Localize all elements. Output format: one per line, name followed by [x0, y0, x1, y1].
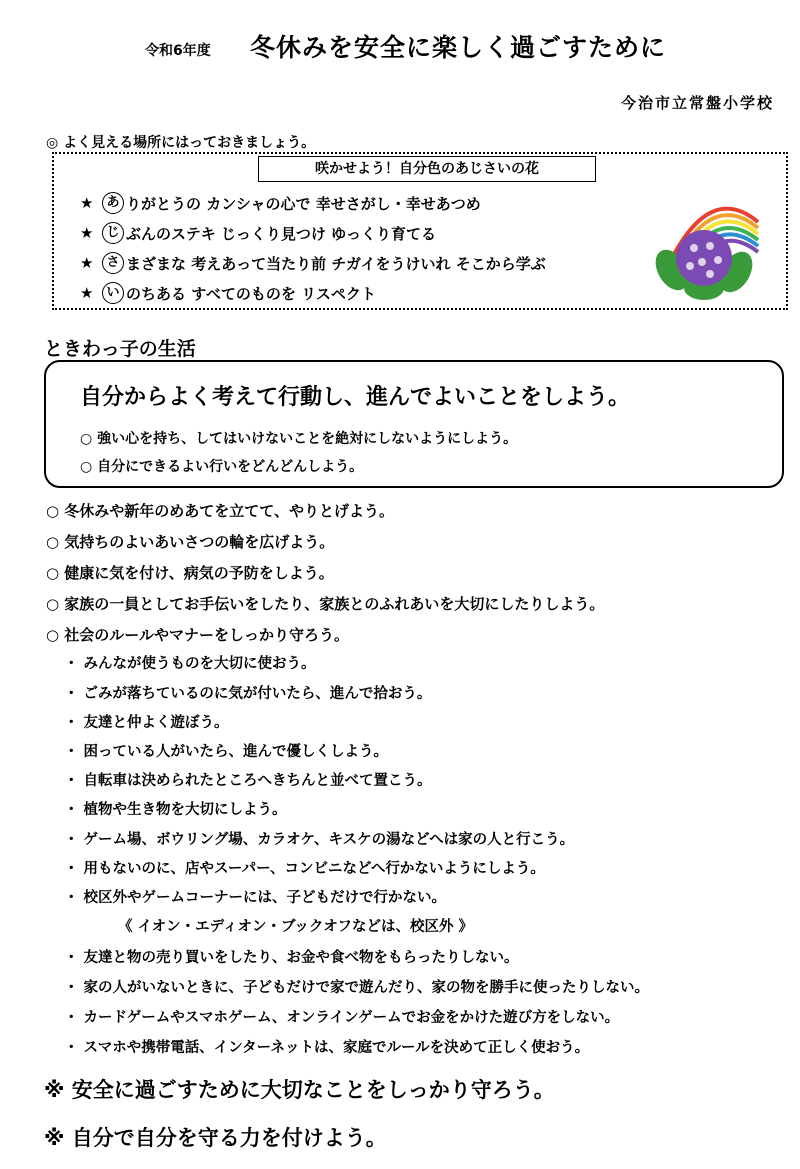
social-rule: ・ 家の人がいないときに、子どもだけで家で遊んだり、家の物を勝手に使ったりしない。 — [64, 980, 650, 996]
safety-note: ※ 安全に過ごすために大切なことをしっかり守ろう。 — [44, 1078, 555, 1102]
social-rule: ・ 自転車は決められたところへきちんと並べて置こう。 — [64, 773, 432, 789]
ajisai-item-text: りがとうの カンシャの心で 幸せさがし・幸せあつめ — [126, 194, 481, 213]
life-rule: ○ 家族の一員としてお手伝いをしたり、家族とのふれあいを大切にしたりしよう。 — [46, 595, 605, 613]
main-goal-item: ○ 自分にできるよい行いをどんどんしよう。 — [80, 459, 364, 475]
life-rule: ○ 健康に気を付け、病気の予防をしよう。 — [46, 564, 334, 582]
circled-letter: さ — [102, 252, 124, 274]
social-rule: ・ カードゲームやスマホゲーム、オンラインゲームでお金をかけた遊び方をしない。 — [64, 1010, 620, 1026]
posting-notice: ◎ よく見える場所にはっておきましょう。 — [46, 135, 316, 151]
ajisai-item-text: ぶんのステキ じっくり見つけ ゆっくり育てる — [126, 224, 436, 243]
school-name: 今治市立常盤小学校 — [620, 94, 774, 112]
circled-letter: じ — [102, 222, 124, 244]
social-rule: ・ 友達と仲よく遊ぼう。 — [64, 715, 229, 731]
ajisai-item — [80, 222, 436, 244]
circled-letter: い — [102, 282, 124, 304]
hydrangea-icon — [676, 230, 732, 286]
main-goal-item: ○ 強い心を持ち、してはいけないことを絶対にしないようにしよう。 — [80, 431, 518, 447]
social-rule: ・ 校区外やゲームコーナーには、子どもだけで行かない。 — [64, 890, 447, 906]
social-rule: ・ みんなが使うものを大切に使おう。 — [64, 656, 316, 672]
out-of-district-note: 《 イオン・エディオン・ブックオフなどは、校区外 》 — [118, 919, 474, 935]
star-icon: ★ — [80, 284, 94, 302]
fiscal-year: 令和6年度 — [145, 43, 211, 59]
star-icon: ★ — [80, 224, 94, 242]
circled-letter: あ — [102, 192, 124, 214]
life-rule: ○ 冬休みや新年のめあてを立てて、やりとげよう。 — [46, 502, 395, 520]
life-rule: ○ 気持ちのよいあいさつの輪を広げよう。 — [46, 533, 335, 551]
social-rule: ・ ゲーム場、ボウリング場、カラオケ、キスケの湯などへは家の人と行こう。 — [64, 832, 575, 848]
ajisai-item — [80, 192, 481, 214]
social-rule: ・ スマホや携帯電話、インターネットは、家庭でルールを決めて正しく使おう。 — [64, 1040, 590, 1056]
social-rule: ・ 友達と物の売り買いをしたり、お金や食べ物をもらったりしない。 — [64, 950, 519, 966]
ajisai-item-text: のちある すべてのものを リスペクト — [126, 284, 376, 303]
social-rule: ・ 植物や生き物を大切にしよう。 — [64, 802, 287, 818]
star-icon: ★ — [80, 254, 94, 272]
social-rule: ・ 困っている人がいたら、進んで優しくしよう。 — [64, 744, 389, 760]
ajisai-item-text: まざまな 考えあって当たり前 チガイをうけいれ そこから学ぶ — [126, 254, 546, 273]
life-rule: ○ 社会のルールやマナーをしっかり守ろう。 — [46, 626, 350, 644]
safety-note: ※ 自分で自分を守る力を付けよう。 — [44, 1126, 387, 1150]
social-rule: ・ 用もないのに、店やスーパー、コンビニなどへ行かないようにしよう。 — [64, 861, 545, 877]
page-title: 冬休みを安全に楽しく過ごすために — [250, 33, 667, 62]
ajisai-item — [80, 252, 546, 274]
rainbow-hydrangea-illustration — [650, 192, 760, 302]
ajisai-title: 咲かせよう！自分色のあじさいの花 — [258, 156, 596, 182]
ajisai-item — [80, 282, 376, 304]
star-icon: ★ — [80, 194, 94, 212]
social-rule: ・ ごみが落ちているのに気が付いたら、進んで拾おう。 — [64, 686, 432, 702]
main-goal-heading: 自分からよく考えて行動し、進んでよいことをしよう。 — [80, 385, 631, 410]
section-title: ときわっ子の生活 — [44, 338, 196, 360]
